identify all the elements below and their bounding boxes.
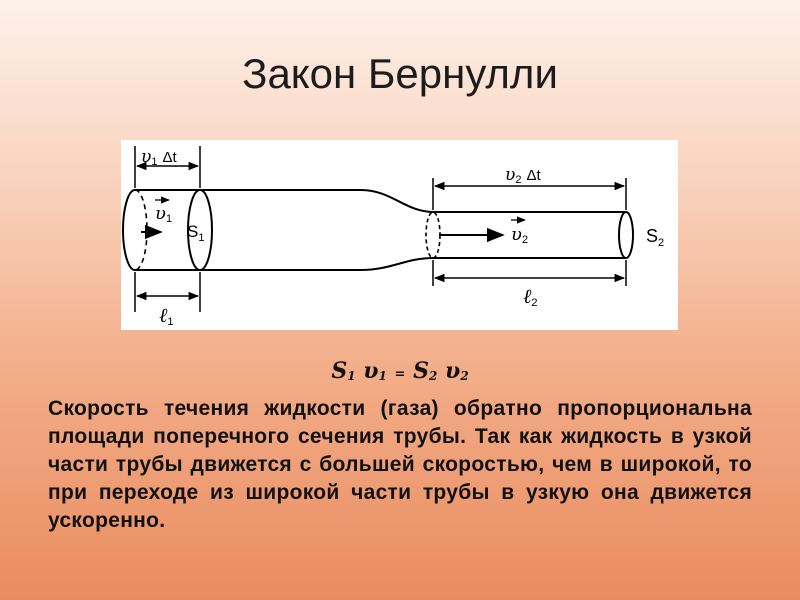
pipe-diagram (121, 140, 678, 330)
label-v2-vector (511, 220, 528, 246)
label-v2dt: υ2 Δt (505, 165, 541, 186)
label-s1: $S_1$ (187, 222, 205, 244)
dimension-l1 (135, 272, 200, 312)
label-v1dt: υ1 Δt (141, 147, 177, 168)
label-l2: ℓ2 (523, 284, 538, 309)
continuity-formula: S1 υ1 = S2 υ2 (331, 358, 469, 384)
slide-title: Закон Бернулли (242, 50, 558, 97)
description-text: Скорость течения жидкости (газа) обратно пропорциональна площади поперечного сечения трубы. Так как жидкость в узкой части трубы движется с большей скоростью, чем в широкой, то при переходе из широкой части трубы в узкую она движется ускоренно. (48, 397, 752, 532)
label-s2: $S_2$ (646, 226, 665, 249)
label-l1: ℓ1 (159, 303, 174, 328)
section-s2-dashed (426, 212, 440, 258)
svg-text:υ2: υ2 (511, 224, 529, 246)
dimension-l2 (433, 260, 626, 286)
section-s2 (619, 212, 633, 258)
label-v1-vector (155, 200, 172, 225)
svg-text:υ1: υ1 (155, 203, 173, 225)
left-end-section (123, 190, 135, 270)
section-s1-dashed (135, 190, 147, 270)
